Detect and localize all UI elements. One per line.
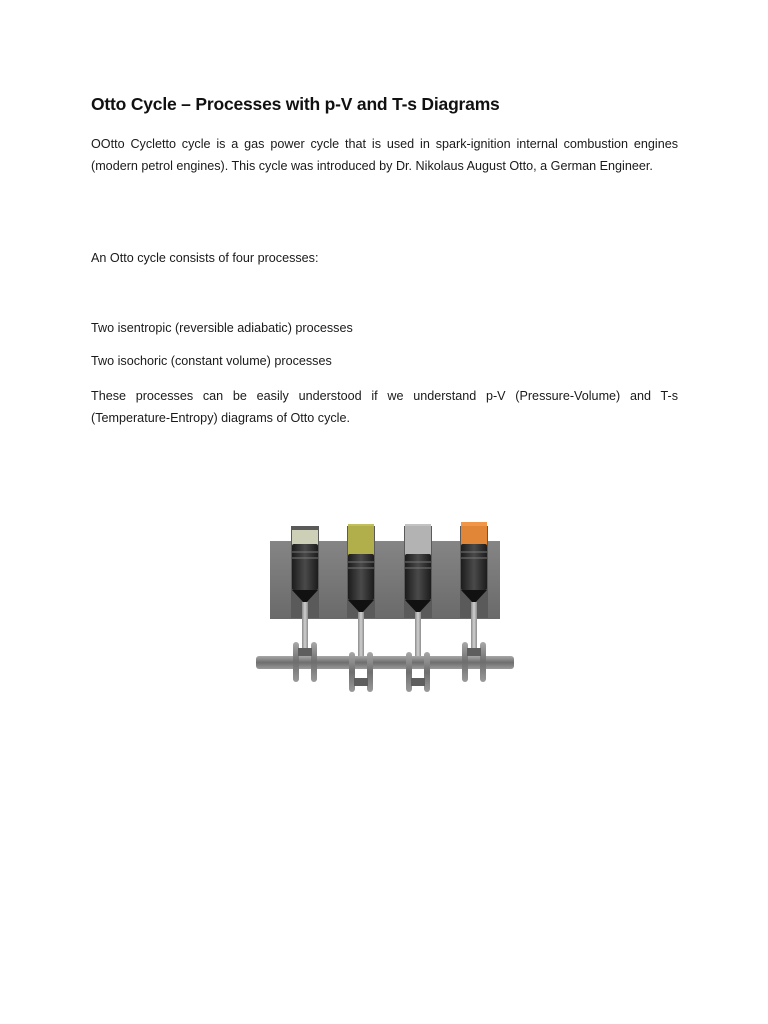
intro-paragraph: OOtto Cycletto cycle is a gas power cycle that is used in spark-ignition internal combustion engines (modern petrol engines). This cycle was introduced by Dr. Nikolaus August Otto, a German Engineer.	[91, 137, 678, 173]
piston	[461, 544, 487, 590]
crank-pin	[411, 678, 425, 686]
piston	[348, 554, 374, 600]
crank-pin	[354, 678, 368, 686]
diagrams-paragraph: These processes can be easily understood if we understand p-V (Pressure-Volume) and T-s (Temperature-Entropy) diagrams of Otto cycle.	[91, 389, 678, 425]
isochoric-processes-line: Two isochoric (constant volume) processes	[91, 354, 332, 368]
cylinder-gas	[292, 530, 318, 546]
cylinder-gas	[461, 522, 487, 546]
piston	[292, 544, 318, 590]
piston	[405, 554, 431, 600]
cylinder-gas	[405, 524, 431, 556]
engine-illustration	[244, 514, 526, 708]
crank-pin	[467, 648, 481, 656]
crank-pin	[298, 648, 312, 656]
connecting-rod	[415, 612, 421, 662]
isentropic-processes-line: Two isentropic (reversible adiabatic) processes	[91, 321, 353, 335]
connecting-rod	[358, 612, 364, 662]
four-cylinder-engine-image	[244, 514, 526, 708]
processes-intro-paragraph: An Otto cycle consists of four processes:	[91, 251, 319, 265]
document-title: Otto Cycle – Processes with p-V and T-s Diagrams	[91, 94, 500, 114]
cylinder-gas	[348, 524, 374, 556]
